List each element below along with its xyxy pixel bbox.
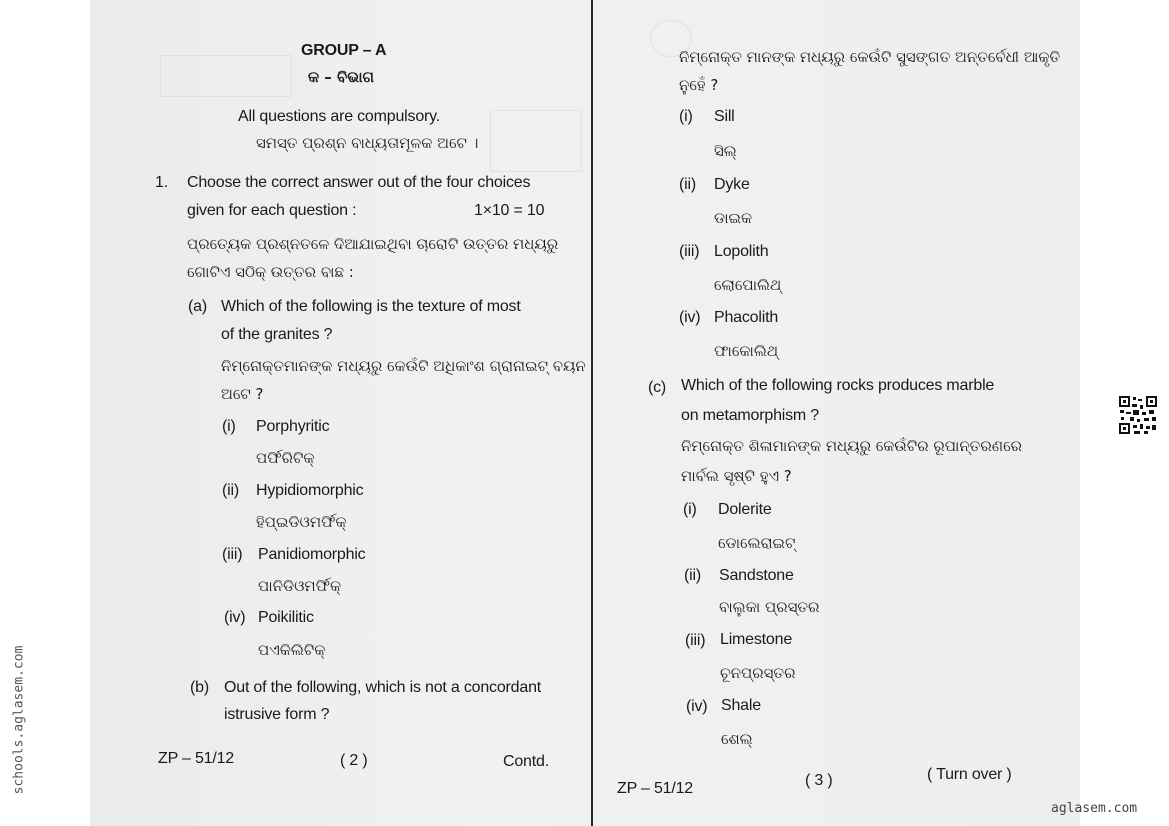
- question-b-odia-line-2: ନୁହେଁ ?: [679, 76, 719, 94]
- qr-code-icon: [1118, 395, 1158, 435]
- instruction: All questions are compulsory.: [238, 108, 440, 125]
- bleed-through-box: [160, 55, 292, 97]
- question-1-odia-line-2: ଗୋଟିଏ ସଠିକ୍ ଉତ୍ତର ବାଛ :: [187, 263, 354, 281]
- group-title-odia: କ – ବିଭାଗ: [308, 68, 375, 86]
- question-c-label: (c): [648, 379, 667, 396]
- option-a-iv-odia: ପଏକିଲିଟିକ୍: [258, 641, 326, 659]
- question-1-number: 1.: [155, 174, 168, 191]
- bottom-watermark: aglasem.com: [1051, 801, 1138, 816]
- group-title: GROUP – A: [301, 42, 387, 59]
- question-1-marks: 1×10 = 10: [474, 202, 545, 219]
- question-b-label: (b): [190, 679, 209, 696]
- question-a-odia-line-1: ନିମ୍ନୋକ୍ତମାନଙ୍କ ମଧ୍ୟରୁ କେଉଁଟି ଅଧିକାଂଶ ଗ୍ରାନାଇଟ୍ ବୟନ: [221, 357, 586, 375]
- question-b-line-1: Out of the following, which is not a concordant: [224, 679, 542, 696]
- side-watermark-text: schools.aglasem.com: [11, 645, 27, 795]
- question-a-odia-line-2: ଅଟେ ?: [221, 385, 264, 403]
- footer-contd: Contd.: [503, 753, 549, 770]
- option-b-iv-odia: ଫାକୋଲିଥ୍: [714, 342, 779, 360]
- side-watermark: [8, 625, 30, 815]
- bleed-through-box: [490, 110, 582, 172]
- question-a-line-2: of the granites ?: [221, 326, 333, 343]
- option-b-iii-odia: ଲୋପୋଲିଥ୍: [714, 276, 782, 294]
- question-1-line-2: given for each question :: [187, 202, 357, 219]
- option-a-iii-number: (iii): [222, 546, 243, 563]
- question-1-line-1: Choose the correct answer out of the four choices: [187, 174, 531, 191]
- option-a-i-text: Porphyritic: [256, 418, 330, 435]
- option-c-i-odia: ଡୋଲେରାଇଟ୍: [718, 534, 796, 552]
- question-c-line-1: Which of the following rocks produces marble: [681, 377, 995, 394]
- option-c-iv-text: Shale: [721, 697, 761, 714]
- option-c-iii-number: (iii): [685, 632, 706, 649]
- option-b-ii-text: Dyke: [714, 176, 750, 193]
- option-c-i-text: Dolerite: [718, 501, 772, 518]
- question-c-odia-line-1: ନିମ୍ନୋକ୍ତ ଶିଳାମାନଙ୍କ ମଧ୍ୟରୁ କେଉଁଟିର ରୂପାନ୍ତରଣରେ: [681, 437, 1022, 455]
- option-a-iii-text: Panidiomorphic: [258, 546, 366, 563]
- option-c-i-number: (i): [683, 501, 697, 518]
- option-c-iii-text: Limestone: [720, 631, 793, 648]
- option-a-i-odia: ପର୍ଫିରିଟିକ୍: [256, 449, 315, 467]
- option-a-iv-number: (iv): [224, 609, 246, 626]
- option-c-ii-odia: ବାଲୁକା ପ୍ରସ୍ତର: [719, 598, 820, 616]
- instruction-odia: ସମସ୍ତ ପ୍ରଶ୍ନ ବାଧ୍ୟତାମୂଳକ ଅଟେ ।: [256, 134, 479, 152]
- option-a-ii-odia: ହିପ୍ଇଡିଓମର୍ଫିକ୍: [256, 513, 347, 531]
- question-1-odia-line-1: ପ୍ରତ୍ୟେକ ପ୍ରଶ୍ନତଳେ ଦିଆଯାଇଥିବା ଚାରୋଟି ଉତ୍ତର ମଧ୍ୟରୁ: [187, 235, 559, 253]
- option-b-ii-odia: ଡାଇକ: [714, 209, 753, 227]
- question-a-line-1: Which of the following is the texture of most: [221, 298, 521, 315]
- option-a-ii-number: (ii): [222, 482, 239, 499]
- question-c-line-2: on metamorphism ?: [681, 407, 819, 424]
- page-number-left: ( 2 ): [340, 752, 368, 769]
- question-b-line-2: istrusive form ?: [224, 706, 330, 723]
- option-c-iv-number: (iv): [686, 698, 708, 715]
- option-a-ii-text: Hypidiomorphic: [256, 482, 364, 499]
- footer-code-left: ZP – 51/12: [158, 750, 234, 767]
- option-b-ii-number: (ii): [679, 176, 696, 193]
- question-a-label: (a): [188, 298, 207, 315]
- option-b-i-text: Sill: [714, 108, 735, 125]
- page-number-right: ( 3 ): [805, 772, 833, 789]
- option-a-iii-odia: ପାନିଡିଓମର୍ଫିକ୍: [258, 577, 342, 595]
- page-fold-line: [591, 0, 593, 826]
- option-b-iii-text: Lopolith: [714, 243, 769, 260]
- option-c-ii-text: Sandstone: [719, 567, 794, 584]
- question-b-odia-line-1: ନିମ୍ନୋକ୍ତ ମାନଙ୍କ ମଧ୍ୟରୁ କେଉଁଟି ସୁସଙ୍ଗତ ଅନ୍ତର୍ବେଧୀ ଆକୃତି: [679, 48, 1061, 66]
- option-b-i-odia: ସିଲ୍: [714, 142, 737, 160]
- option-b-iv-number: (iv): [679, 309, 701, 326]
- option-b-iv-text: Phacolith: [714, 309, 779, 326]
- option-c-iv-odia: ଶେଲ୍: [721, 730, 753, 748]
- option-a-i-number: (i): [222, 418, 236, 435]
- question-c-odia-line-2: ମାର୍ବଲ ସୃଷ୍ଟି ହୁଏ ?: [681, 467, 792, 485]
- option-c-ii-number: (ii): [684, 567, 701, 584]
- option-a-iv-text: Poikilitic: [258, 609, 314, 626]
- option-b-i-number: (i): [679, 108, 693, 125]
- footer-code-right: ZP – 51/12: [617, 780, 693, 797]
- option-c-iii-odia: ଚୂନପ୍ରସ୍ତର: [720, 664, 796, 682]
- footer-turn-over: ( Turn over ): [927, 766, 1012, 783]
- option-b-iii-number: (iii): [679, 243, 700, 260]
